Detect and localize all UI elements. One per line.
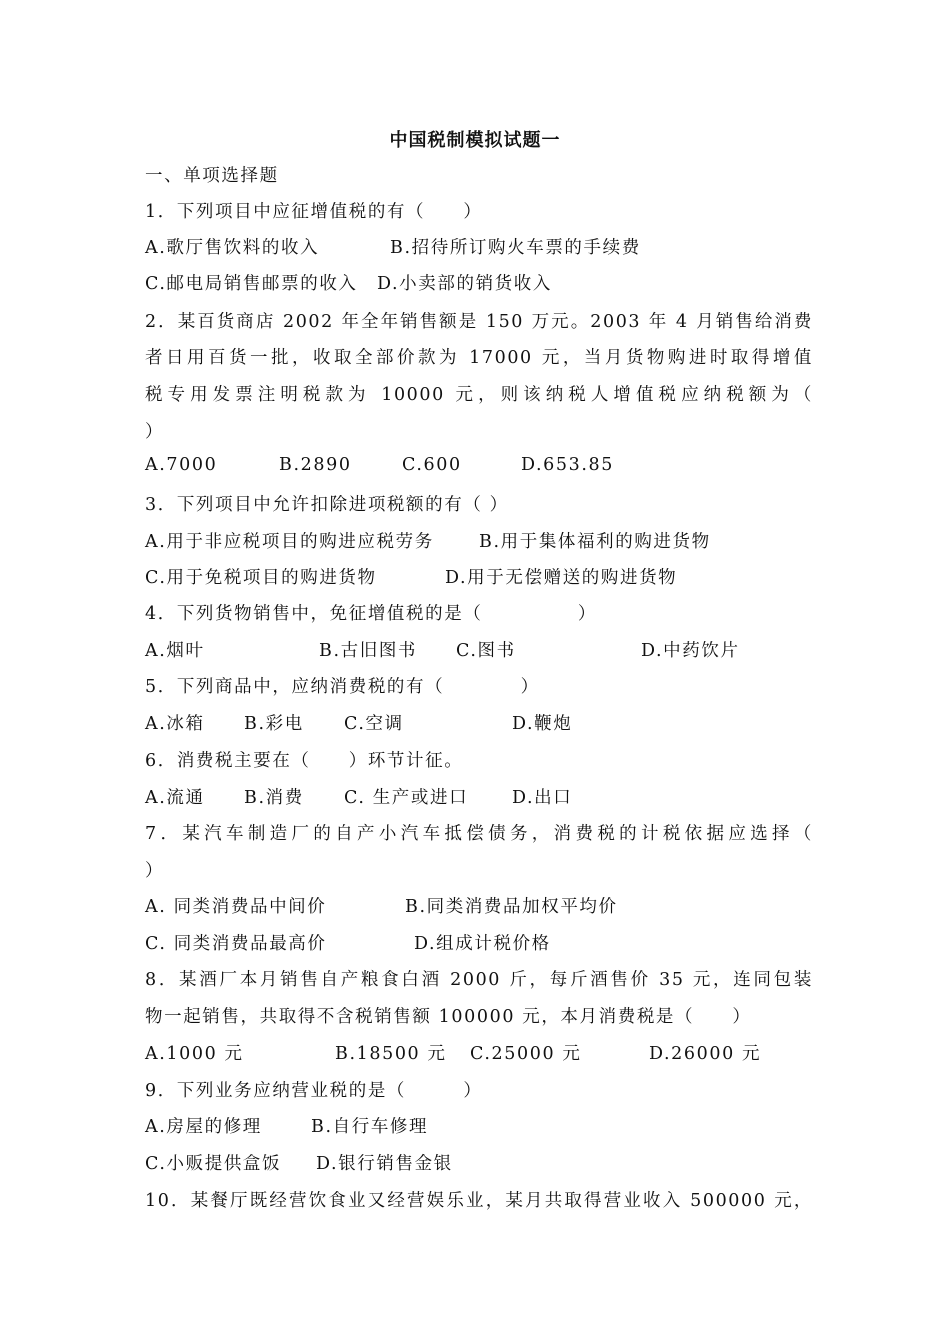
option-a: A.流通 [145,788,205,808]
question-9-options-row-2 [145,1150,845,1174]
question-9-stem: 9．下列业务应纳营业税的是（ ） [145,1081,483,1101]
question-1-options-row-1 [145,234,845,258]
option-d: D.鞭炮 [512,714,573,734]
option-d: D.用于无偿赠送的购进货物 [445,568,678,588]
option-a: A.歌厅售饮料的收入 [145,238,320,258]
question-4-options [145,637,845,661]
option-d: D.出口 [512,788,573,808]
option-c: C.25000 元 [470,1044,582,1064]
question-2-line-4: ） [145,422,165,442]
question-2-options [145,455,845,479]
question-2-line-3: 税专用发票注明税款为 10000 元，则该纳税人增值税应纳税额为（ [145,385,813,405]
question-9-options-row-1 [145,1113,845,1137]
option-b: B.古旧图书 [319,641,418,661]
option-c: C.600 [402,455,462,475]
option-b: B.同类消费品加权平均价 [405,897,618,917]
option-c: C. 同类消费品最高价 [145,934,327,954]
question-2-line-1: 2．某百货商店 2002 年全年销售额是 150 万元。2003 年 4 月销售给消费 [145,312,813,332]
question-6-stem: 6．消费税主要在（ ）环节计征。 [145,751,464,771]
option-a: A.房屋的修理 [145,1117,262,1137]
option-c: C.小贩提供盒饭 [145,1154,282,1174]
question-8-line-2: 物一起销售，共取得不含税销售额 100000 元，本月消费税是（ ） [145,1007,752,1027]
option-c: C. 生产或进口 [344,788,469,808]
section-heading: 一、单项选择题 [145,166,279,186]
question-1-stem: 1．下列项目中应征增值税的有（ ） [145,202,483,222]
option-d: D.银行销售金银 [316,1154,453,1174]
option-a: A.7000 [145,455,218,475]
question-7-options-row-1 [145,893,845,917]
option-b: B.用于集体福利的购进货物 [479,532,711,552]
option-d: D.组成计税价格 [414,934,551,954]
document-title: 中国税制模拟试题一 [389,130,561,151]
option-a: A. 同类消费品中间价 [145,897,327,917]
option-d: D.小卖部的销货收入 [377,274,552,294]
option-c: C.用于免税项目的购进货物 [145,568,377,588]
question-3-options-row-1 [145,528,845,552]
option-c: C.邮电局销售邮票的收入 [145,274,358,294]
option-c: C.图书 [456,641,516,661]
question-5-options [145,710,845,734]
option-b: B.2890 [279,455,352,475]
option-d: D.653.85 [521,455,615,475]
question-7-line-1: 7．某汽车制造厂的自产小汽车抵偿债务，消费税的计税依据应选择（ [145,824,813,844]
question-8-options [145,1040,845,1064]
option-b: B.彩电 [244,714,304,734]
question-2-line-2: 者日用百货一批，收取全部价款为 17000 元，当月货物购进时取得增值 [145,348,813,368]
question-6-options [145,784,845,808]
option-a: A.烟叶 [145,641,205,661]
option-a: A.用于非应税项目的购进应税劳务 [145,532,434,552]
option-d: D.中药饮片 [641,641,740,661]
option-b: B.消费 [244,788,304,808]
option-a: A.1000 元 [145,1044,244,1064]
question-3-stem: 3．下列项目中允许扣除进项税额的有（ ） [145,495,509,515]
question-7-options-row-2 [145,930,845,954]
option-b: B.自行车修理 [311,1117,429,1137]
option-d: D.26000 元 [649,1044,762,1064]
option-b: B.招待所订购火车票的手续费 [390,238,641,258]
question-4-stem: 4．下列货物销售中，免征增值税的是（ ） [145,604,598,624]
question-7-line-2: ） [145,861,165,881]
question-1-options-row-2 [145,270,845,294]
question-8-line-1: 8．某酒厂本月销售自产粮食白酒 2000 斤，每斤酒售价 35 元，连同包装 [145,970,813,990]
option-b: B.18500 元 [335,1044,447,1064]
question-3-options-row-2 [145,564,845,588]
question-5-stem: 5．下列商品中，应纳消费税的有（ ） [145,677,540,697]
option-a: A.冰箱 [145,714,205,734]
option-c: C.空调 [344,714,404,734]
question-10-line-1: 10．某餐厅既经营饮食业又经营娱乐业，某月共取得营业收入 500000 元， [145,1191,813,1211]
